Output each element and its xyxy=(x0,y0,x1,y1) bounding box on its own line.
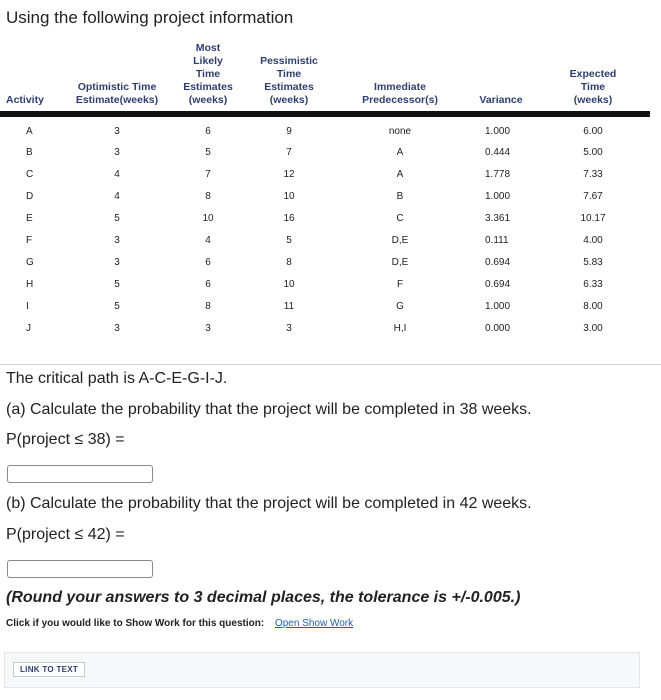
table-row xyxy=(0,114,650,141)
cell-variance: 1.000 xyxy=(485,300,511,312)
critical-path-text: The critical path is A-C-E-G-I-J. xyxy=(6,370,228,387)
cell-predecessor: F xyxy=(396,278,404,290)
cell-optimistic: 3 xyxy=(114,322,120,334)
table-row xyxy=(0,185,650,207)
cell-activity: G xyxy=(26,256,34,268)
cell-most-likely: 4 xyxy=(205,234,211,246)
table-row xyxy=(0,295,650,317)
divider xyxy=(0,364,661,365)
cell-predecessor: D,E xyxy=(391,256,409,268)
link-to-text-button[interactable]: LINK TO TEXT xyxy=(13,662,85,677)
cell-pessimistic: 11 xyxy=(283,300,295,312)
table-row xyxy=(0,141,650,163)
cell-expected: 6.33 xyxy=(583,278,603,290)
cell-most-likely: 6 xyxy=(205,125,211,137)
table-row xyxy=(0,229,650,251)
table-row xyxy=(0,317,650,339)
cell-expected: 7.33 xyxy=(583,168,603,180)
cell-expected: 7.67 xyxy=(583,190,603,202)
cell-variance: 1.000 xyxy=(485,125,511,137)
cell-expected: 5.83 xyxy=(583,256,603,268)
cell-activity: C xyxy=(26,168,34,180)
header-optimistic: Optimistic Time Estimate(weeks) xyxy=(62,42,172,114)
table-row xyxy=(0,207,650,229)
cell-expected: 8.00 xyxy=(583,300,603,312)
cell-most-likely: 8 xyxy=(205,300,211,312)
cell-activity: D xyxy=(26,190,34,202)
part-a-answer-input[interactable] xyxy=(7,465,153,483)
cell-activity: E xyxy=(26,212,33,224)
cell-predecessor: C xyxy=(396,212,404,224)
cell-predecessor: B xyxy=(396,190,404,202)
part-b-question: (b) Calculate the probability that the project will be completed in 42 weeks. xyxy=(6,495,532,512)
project-table xyxy=(0,42,650,339)
cell-optimistic: 5 xyxy=(114,212,120,224)
cell-optimistic: 3 xyxy=(114,125,120,137)
cell-variance: 1.000 xyxy=(485,190,511,202)
part-a-question: (a) Calculate the probability that the project will be completed in 38 weeks. xyxy=(6,401,532,418)
cell-pessimistic: 5 xyxy=(286,234,292,246)
cell-expected: 3.00 xyxy=(583,322,603,334)
cell-most-likely: 5 xyxy=(205,146,211,158)
cell-activity: I xyxy=(26,300,29,312)
table-row xyxy=(0,273,650,295)
show-work-prompt: Click if you would like to Show Work for this question: xyxy=(6,618,265,629)
cell-optimistic: 5 xyxy=(114,300,120,312)
cell-expected: 6.00 xyxy=(583,125,603,137)
cell-activity: J xyxy=(26,322,31,334)
table-row xyxy=(0,163,650,185)
cell-most-likely: 8 xyxy=(205,190,211,202)
header-predecessor: Immediate Predecessor(s) xyxy=(334,42,466,114)
cell-variance: 0.694 xyxy=(485,256,511,268)
show-work-row xyxy=(6,618,353,629)
part-a-label: P(project ≤ 38) = xyxy=(6,431,125,448)
cell-variance: 0.444 xyxy=(485,146,511,158)
cell-optimistic: 5 xyxy=(114,278,120,290)
cell-activity: B xyxy=(26,146,33,158)
cell-optimistic: 4 xyxy=(114,168,120,180)
cell-most-likely: 6 xyxy=(205,256,211,268)
cell-pessimistic: 9 xyxy=(286,125,292,137)
rounding-note: (Round your answers to 3 decimal places, the tolerance is +/-0.005.) xyxy=(6,589,521,606)
cell-variance: 3.361 xyxy=(485,212,511,224)
cell-variance: 0.111 xyxy=(485,234,509,246)
header-most-likely: Most Likely Time Estimates (weeks) xyxy=(172,42,244,114)
cell-activity: H xyxy=(26,278,34,290)
cell-pessimistic: 8 xyxy=(286,256,292,268)
table-row xyxy=(0,251,650,273)
cell-pessimistic: 10 xyxy=(283,190,295,202)
cell-expected: 10.17 xyxy=(580,212,606,224)
cell-predecessor: none xyxy=(388,125,412,137)
cell-pessimistic: 12 xyxy=(283,168,295,180)
header-pessimistic: Pessimistic Time Estimates (weeks) xyxy=(244,42,334,114)
cell-pessimistic: 3 xyxy=(286,322,292,334)
header-variance: Variance xyxy=(466,42,536,114)
cell-predecessor: D,E xyxy=(391,234,409,246)
cell-variance: 0.000 xyxy=(485,322,511,334)
header-expected: Expected Time (weeks) xyxy=(536,42,650,114)
cell-variance: 0.694 xyxy=(485,278,511,290)
intro-text: Using the following project information xyxy=(6,8,294,27)
part-b-label: P(project ≤ 42) = xyxy=(6,526,125,543)
cell-pessimistic: 7 xyxy=(286,146,292,158)
cell-predecessor: A xyxy=(396,146,404,158)
cell-most-likely: 3 xyxy=(205,322,211,334)
cell-predecessor: H,I xyxy=(393,322,407,334)
cell-expected: 4.00 xyxy=(583,234,603,246)
cell-optimistic: 4 xyxy=(114,190,120,202)
cell-predecessor: G xyxy=(396,300,404,312)
open-show-work-link[interactable]: Open Show Work xyxy=(274,618,354,629)
link-to-text-panel xyxy=(4,652,640,688)
cell-pessimistic: 16 xyxy=(283,212,295,224)
cell-expected: 5.00 xyxy=(583,146,603,158)
table-header-row xyxy=(0,42,650,114)
cell-predecessor: A xyxy=(396,168,404,180)
cell-activity: A xyxy=(26,125,33,137)
cell-most-likely: 10 xyxy=(202,212,214,224)
cell-activity: F xyxy=(26,234,33,246)
header-activity: Activity xyxy=(0,42,62,114)
part-b-answer-input[interactable] xyxy=(7,560,153,578)
cell-optimistic: 3 xyxy=(114,146,120,158)
cell-optimistic: 3 xyxy=(114,256,120,268)
cell-variance: 1.778 xyxy=(485,168,511,180)
cell-optimistic: 3 xyxy=(114,234,120,246)
cell-most-likely: 6 xyxy=(205,278,211,290)
cell-most-likely: 7 xyxy=(205,168,211,180)
cell-pessimistic: 10 xyxy=(283,278,295,290)
